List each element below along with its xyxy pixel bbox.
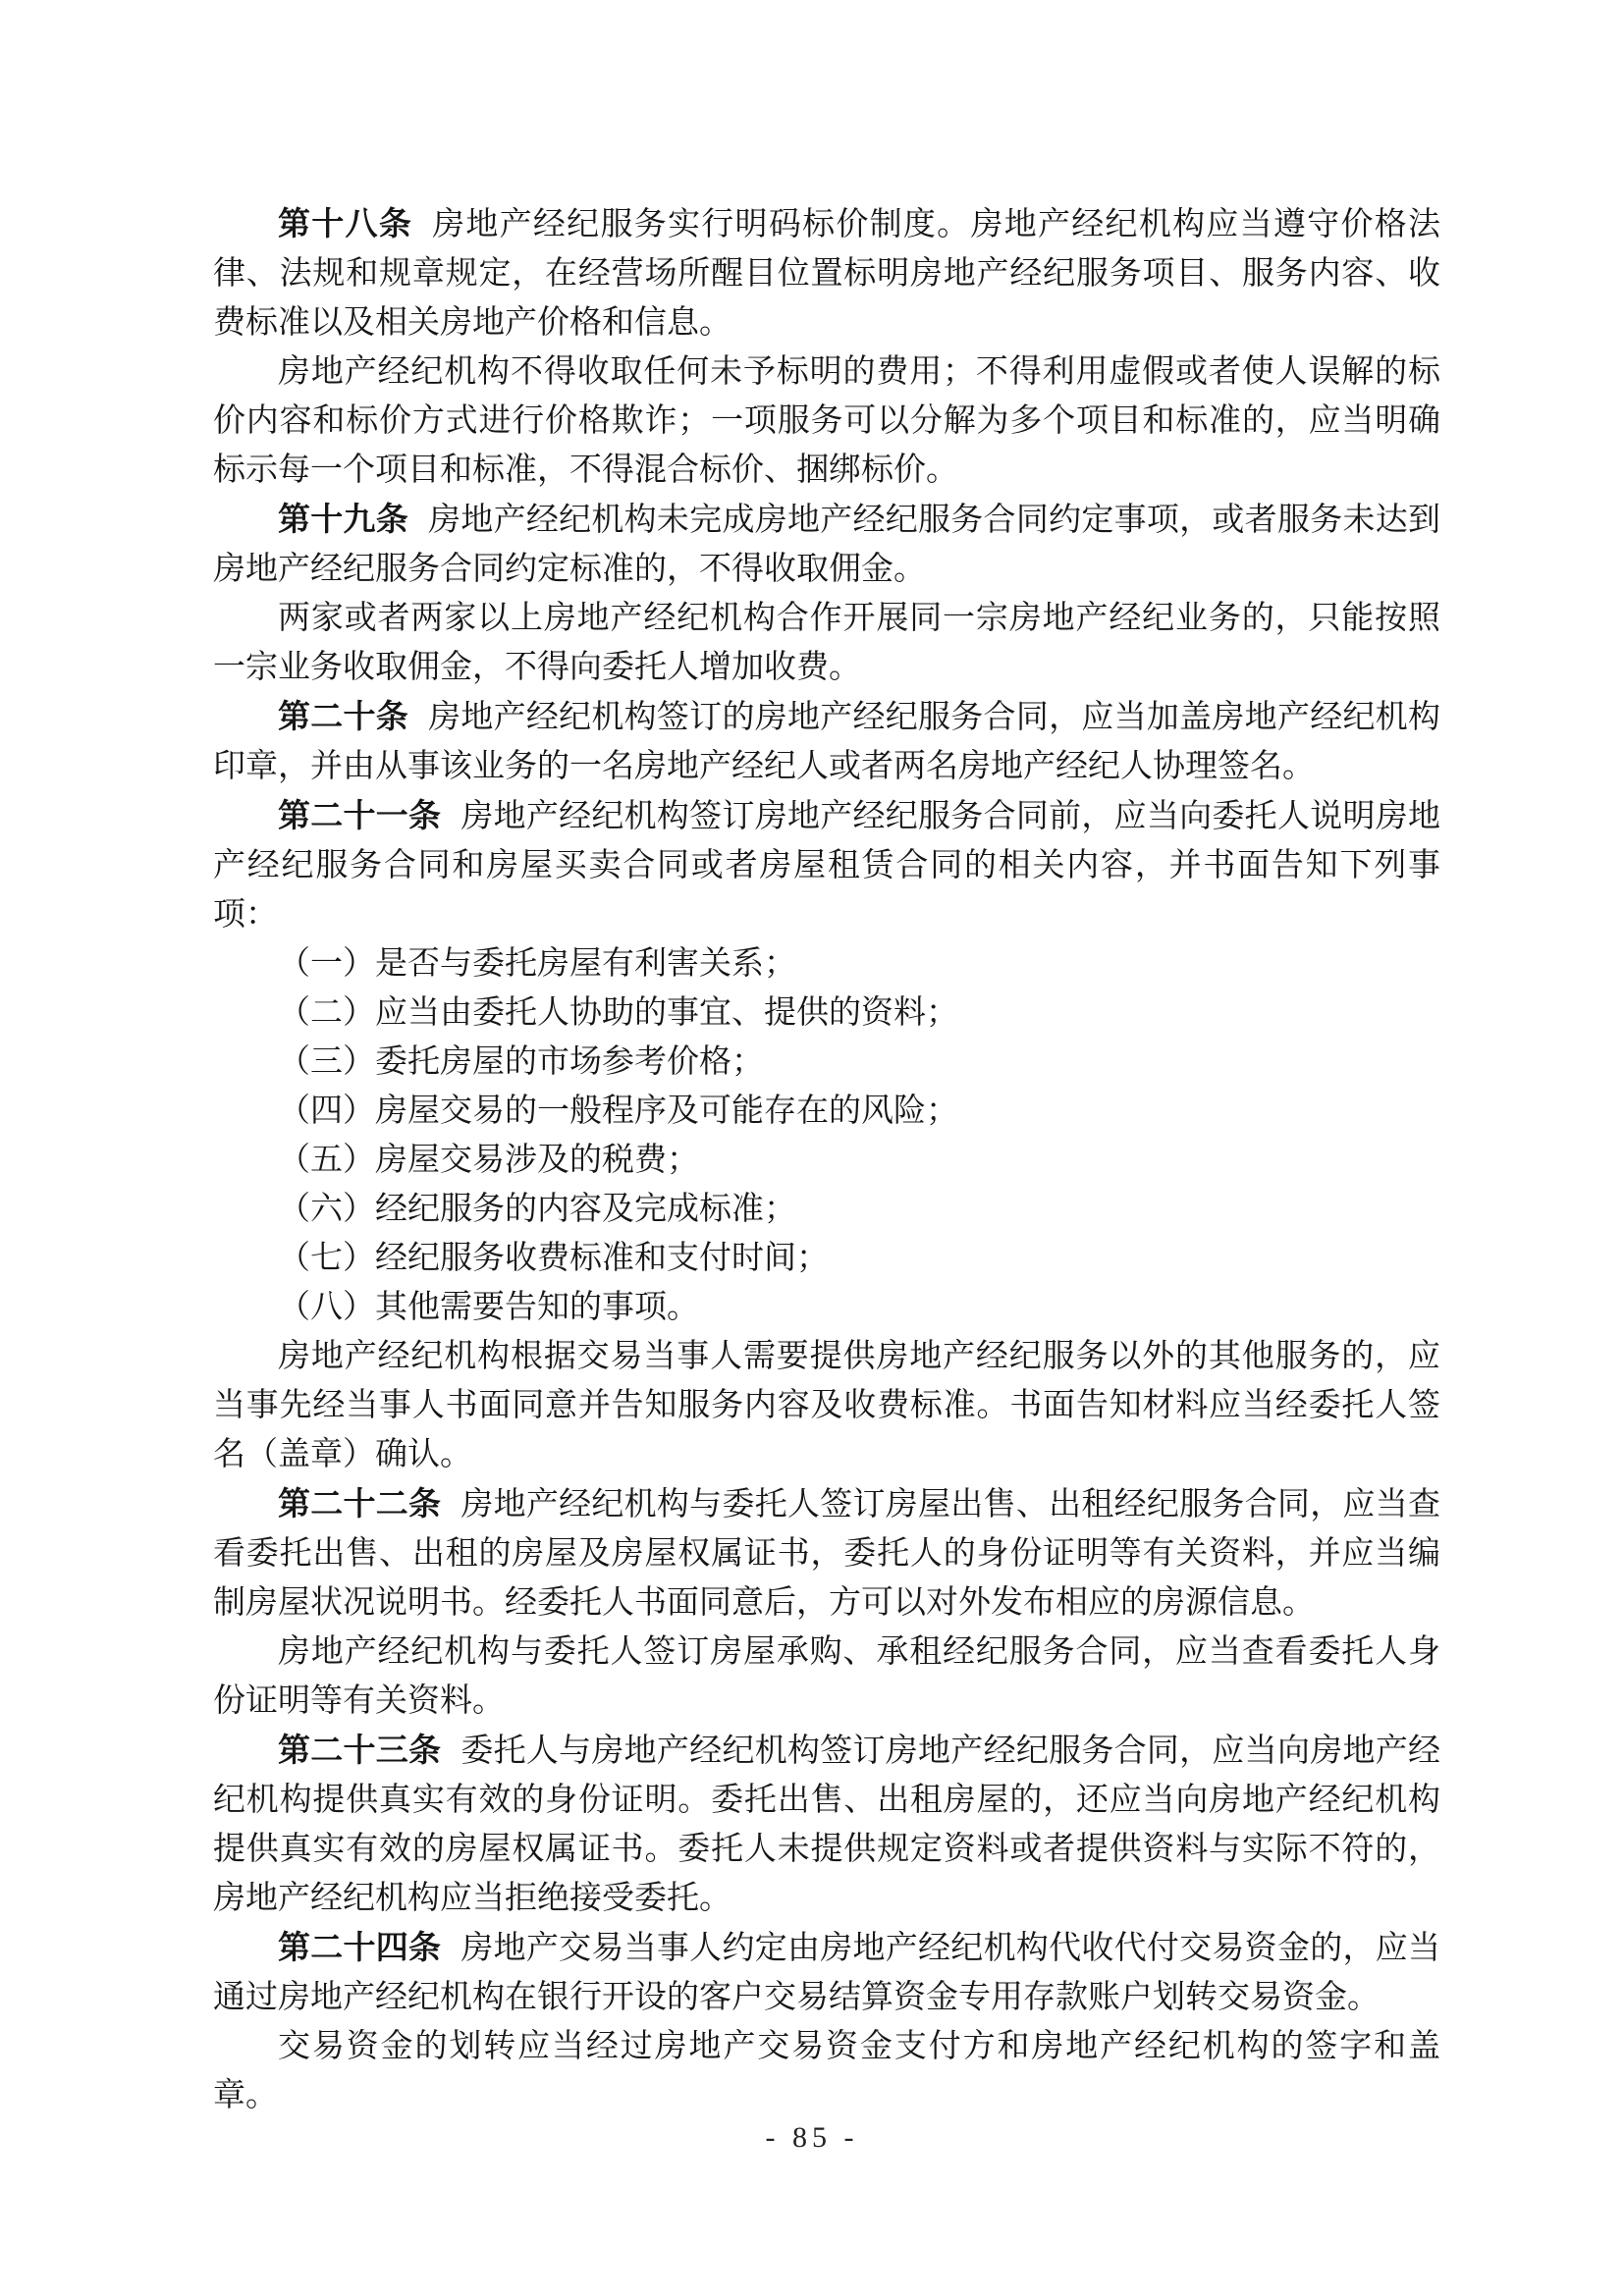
- text-block: [213, 199, 1440, 2120]
- article-20-text: 房地产经纪机构签订的房地产经纪服务合同，应当加盖房地产经纪机构印章，并由从事该业务的一名房地产经纪人或者两名房地产经纪人协理签名。: [213, 700, 1441, 784]
- article-24-text: 房地产交易当事人约定由房地产经纪机构代收代付交易资金的，应当通过房地产经纪机构在银行开设的客户交易结算资金专用存款账户划转交易资金。: [213, 1931, 1441, 2015]
- article-18-number: 第十八条: [278, 205, 413, 241]
- article-21-number: 第二十一条: [278, 797, 442, 833]
- article-22-text-2: 房地产经纪机构与委托人签订房屋承购、承租经纪服务合同，应当查看委托人身份证明等有关资料。: [213, 1634, 1440, 1719]
- article-21-item-8: [213, 1283, 1440, 1332]
- article-23-number: 第二十三条: [278, 1732, 442, 1768]
- article-18-text: 房地产经纪服务实行明码标价制度。房地产经纪机构应当遵守价格法律、法规和规章规定，在经营场所醒目位置标明房地产经纪服务项目、服务内容、收费标准以及相关房地产价格和信息。: [213, 207, 1441, 341]
- article-19-number: 第十九条: [278, 501, 409, 537]
- page-number: - 85 -: [765, 2121, 859, 2154]
- article-21-item-7: [213, 1234, 1440, 1283]
- article-21-item-2-text: （二）应当由委托人协助的事宜、提供的资料；: [278, 995, 958, 1031]
- article-21-item-6-text: （六）经纪服务的内容及完成标准；: [278, 1192, 796, 1227]
- article-21-paragraph: [213, 791, 1440, 939]
- article-24-paragraph: [213, 1923, 1440, 2022]
- article-18-paragraph-2: [213, 347, 1440, 495]
- article-22-paragraph: [213, 1479, 1440, 1628]
- article-22-text: 房地产经纪机构与委托人签订房屋出售、出租经纪服务合同，应当查看委托出售、出租的房屋及房屋权属证书，委托人的身份证明等有关资料，并应当编制房屋状况说明书。经委托人书面同意后，方可以对外发布相应的房源信息。: [213, 1487, 1441, 1621]
- article-24-paragraph-2: [213, 2022, 1440, 2120]
- article-21-item-6: [213, 1185, 1440, 1234]
- article-19-paragraph: [213, 495, 1440, 594]
- article-24-number: 第二十四条: [278, 1929, 442, 1965]
- article-24-text-2: 交易资金的划转应当经过房地产交易资金支付方和房地产经纪机构的签字和盖章。: [213, 2029, 1440, 2113]
- article-21-item-3: [213, 1038, 1440, 1087]
- article-19-text: 房地产经纪机构未完成房地产经纪服务合同约定事项，或者服务未达到房地产经纪服务合同约定标准的，不得收取佣金。: [213, 503, 1441, 587]
- article-21-paragraph-2: [213, 1332, 1440, 1479]
- article-21-item-2: [213, 988, 1440, 1038]
- article-21-item-5-text: （五）房屋交易涉及的税费；: [278, 1143, 699, 1178]
- article-23-text: 委托人与房地产经纪机构签订房地产经纪服务合同，应当向房地产经纪机构提供真实有效的身份证明。委托出售、出租房屋的，还应当向房地产经纪机构提供真实有效的房屋权属证书。委托人未提供规定资料或者提供资料与实际不符的，房地产经纪机构应当拒绝接受委托。: [213, 1734, 1441, 1916]
- article-21-item-4-text: （四）房屋交易的一般程序及可能存在的风险；: [278, 1094, 958, 1129]
- article-21-text-2: 房地产经纪机构根据交易当事人需要提供房地产经纪服务以外的其他服务的，应当事先经当事人书面同意并告知服务内容及收费标准。书面告知材料应当经委托人签名（盖章）确认。: [213, 1339, 1440, 1472]
- article-18-paragraph: [213, 199, 1440, 347]
- article-22-paragraph-2: [213, 1628, 1440, 1726]
- article-19-text-2: 两家或者两家以上房地产经纪机构合作开展同一宗房地产经纪业务的，只能按照一宗业务收取佣金，不得向委托人增加收费。: [213, 601, 1440, 685]
- article-23-paragraph: [213, 1726, 1440, 1923]
- article-21-item-1-text: （一）是否与委托房屋有利害关系；: [278, 946, 796, 982]
- article-20-number: 第二十条: [278, 698, 409, 734]
- article-20-paragraph: [213, 692, 1440, 791]
- article-21-text: 房地产经纪机构签订房地产经纪服务合同前，应当向委托人说明房地产经纪服务合同和房屋买卖合同或者房屋租赁合同的相关内容，并书面告知下列事项：: [213, 799, 1441, 933]
- article-22-number: 第二十二条: [278, 1485, 442, 1522]
- article-21-item-4: [213, 1087, 1440, 1136]
- article-21-item-7-text: （七）经纪服务收费标准和支付时间；: [278, 1241, 829, 1276]
- article-19-paragraph-2: [213, 594, 1440, 692]
- article-21-item-3-text: （三）委托房屋的市场参考价格；: [278, 1044, 764, 1080]
- article-18-text-2: 房地产经纪机构不得收取任何未予标明的费用；不得利用虚假或者使人误解的标价内容和标价方式进行价格欺诈；一项服务可以分解为多个项目和标准的，应当明确标示每一个项目和标准，不得混合标价、捆绑标价。: [213, 354, 1440, 488]
- article-21-item-8-text: （八）其他需要告知的事项。: [278, 1290, 699, 1325]
- article-21-item-5: [213, 1136, 1440, 1185]
- article-21-item-1: [213, 939, 1440, 988]
